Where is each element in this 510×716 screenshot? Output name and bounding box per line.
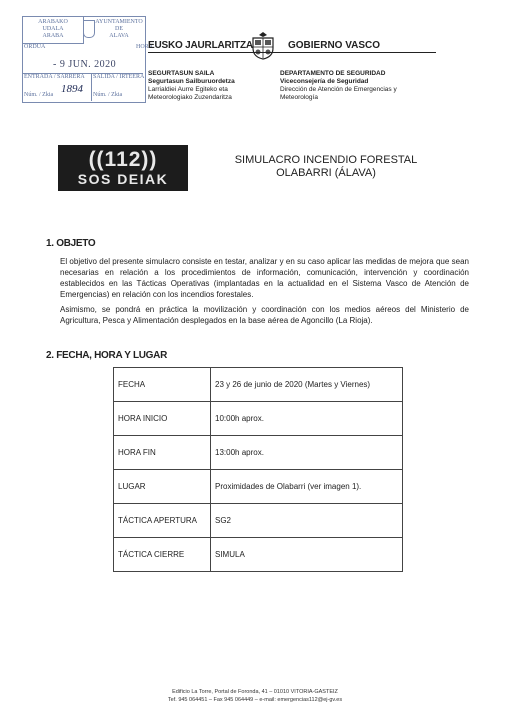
- table-value: 23 y 26 de junio de 2020 (Martes y Viernes): [211, 368, 403, 402]
- title-line-2: OLABARRI (ÁLAVA): [276, 167, 376, 179]
- header-gobierno-vasco: GOBIERNO VASCO: [288, 40, 381, 51]
- objeto-paragraph-2: Asimismo, se pondrá en práctica la movilización y coordinación con los medios aéreos del Ministerio de Agricultura, Pesca y Alimentación desplegados en la base aérea de Agoncillo (La Rioja).: [60, 305, 469, 325]
- schedule-table: [113, 367, 403, 572]
- table-value: SG2: [211, 504, 403, 538]
- section-objeto-heading: 1. OBJETO: [46, 238, 96, 249]
- footer-contact: Tef. 945 064451 – Fax 945 064449 – e-mail: emergencias112@ej-gv.es: [167, 697, 343, 703]
- stamp-date: - 9 JUN. 2020: [53, 59, 117, 70]
- registration-stamp: [22, 16, 154, 103]
- table-row: [114, 470, 403, 504]
- department-spanish: [280, 70, 430, 102]
- table-row: [114, 368, 403, 402]
- table-key: TÁCTICA CIERRE: [114, 538, 211, 572]
- header-rule: [148, 52, 436, 53]
- stamp-num-value: 1894: [61, 83, 83, 95]
- table-key: HORA FIN: [114, 436, 211, 470]
- header-eusko-jaurlaritza: EUSKO JAURLARITZA: [148, 40, 253, 51]
- stamp-entrada: ENTRADA / SARRERA: [24, 74, 85, 80]
- dept-right-line: DEPARTAMENTO DE SEGURIDAD: [280, 70, 386, 77]
- document-title: [206, 154, 446, 180]
- stamp-org-line: ARABA: [42, 33, 64, 39]
- stamp-seal-icon: [83, 20, 95, 38]
- logo-112: ((112)): [88, 148, 158, 171]
- table-value: 10:00h aprox.: [211, 402, 403, 436]
- stamp-org-line: UDALA: [42, 26, 64, 32]
- department-basque: [148, 70, 278, 102]
- table-row: [114, 538, 403, 572]
- dept-left-line: SEGURTASUN SAILA: [148, 70, 215, 77]
- table-row: [114, 436, 403, 470]
- table-value: SIMULA: [211, 538, 403, 572]
- table-key: LUGAR: [114, 470, 211, 504]
- stamp-num-label-2: Núm. / Zkia: [93, 92, 123, 98]
- title-line-1: SIMULACRO INCENDIO FORESTAL: [234, 154, 418, 166]
- table-value: 13:00h aprox.: [211, 436, 403, 470]
- stamp-org-line-right: DE: [115, 26, 123, 32]
- stamp-ordua: ORDUA: [24, 44, 46, 50]
- table-key: HORA INICIO: [114, 402, 211, 436]
- logo-sos-deiak: SOS DEIAK: [77, 171, 169, 187]
- dept-left-line: Larrialdiei Aurre Egiteko eta: [148, 86, 228, 93]
- section-fecha-heading: 2. FECHA, HORA Y LUGAR: [46, 350, 168, 361]
- footer-address: Edificio La Torre, Portal de Foronda, 41 – 01010 VITORIA-GASTEIZ: [172, 689, 338, 695]
- dept-left-line: Meteorologiako Zuzendaritza: [148, 94, 232, 101]
- stamp-org-line-right: AYUNTAMIENTO: [95, 19, 143, 25]
- objeto-paragraph-1: El objetivo del presente simulacro consiste en testar, analizar y en su caso aplicar las medidas de mejora que sean necesarias en relación a los procedimientos de información, comunicación, intervención y coordinación establecidos en las Tácticas Operativas (implantadas en la actualidad en el Sistema Vasco de Atención de Emergencias) en relación con los incendios forestales.: [60, 257, 469, 299]
- stamp-org-line-right: ALAVA: [109, 33, 129, 39]
- dept-right-line: Meteorología: [280, 94, 318, 101]
- table-value: Proximidades de Olabarri (ver imagen 1).: [211, 470, 403, 504]
- coat-of-arms-icon: [250, 30, 276, 60]
- dept-right-line: Dirección de Atención de Emergencias y: [280, 86, 397, 93]
- stamp-num-label: Núm. / Zkia: [24, 92, 54, 98]
- page-footer: [0, 688, 510, 704]
- table-row: [114, 402, 403, 436]
- stamp-salida: SALIDA / IRTEERA: [93, 74, 145, 80]
- stamp-hora: HORA: [136, 44, 154, 50]
- dept-right-line: Viceconsejería de Seguridad: [280, 78, 369, 85]
- table-key: TÁCTICA APERTURA: [114, 504, 211, 538]
- sos-deiak-logo: [58, 145, 188, 191]
- table-key: FECHA: [114, 368, 211, 402]
- table-row: [114, 504, 403, 538]
- stamp-org-line: ARABAKO: [38, 19, 68, 25]
- dept-left-line: Segurtasun Sailburuordetza: [148, 78, 235, 85]
